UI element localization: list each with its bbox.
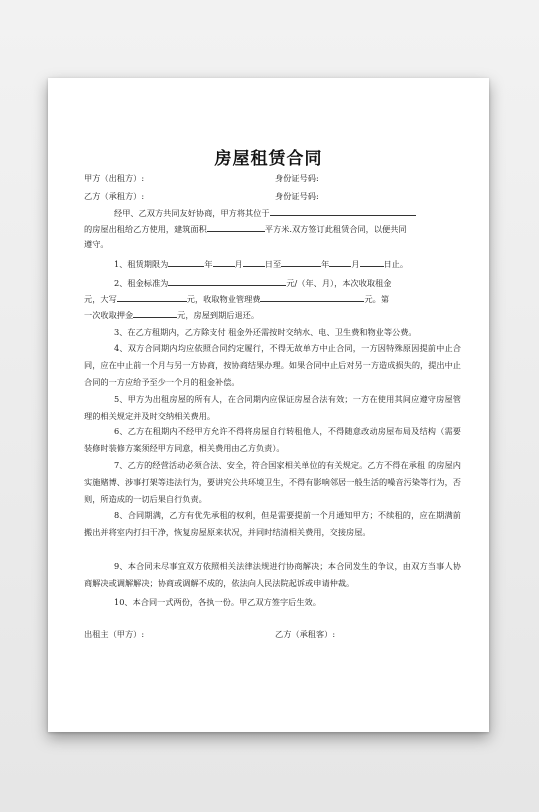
signature-party-b: 乙方（承租客）:: [275, 629, 336, 639]
clause-8: 8、合同期满，乙方有优先承租的权利，但是需要提前一个月通知甲方；不续租的，应在期满前搬出并将室内打扫干净，恢复房屋原来状况，并同时结清相关费用，交接房屋。: [84, 510, 461, 537]
clause-2-text-g: 元，房屋到期后退还。: [177, 310, 260, 320]
clause-2-line-3: [84, 310, 259, 319]
clause-7: 7、乙方的经营活动必须合法、安全，符合国家相关单位的有关规定。乙方不得在承租 的房屋内实施赌博、涉事打架等违法行为，要讲究公共环境卫生，不得有影响邻居一般生活的噪音污染等行为，否则，所造成的一切后果自行负责。: [84, 460, 461, 504]
party-b-label: 乙方（承租方）:: [84, 191, 145, 201]
intro-text-2a: 的房屋出租给乙方使用，建筑面积: [84, 224, 207, 234]
clause-3: 3、在乙方租期内，乙方除支付 租金外还需按时交纳水、电、卫生费和物业等公费。: [114, 327, 417, 337]
month-label: 月: [351, 259, 360, 269]
clause-4: 4、双方合同期内均应依照合同约定履行，不得无故单方中止合同，一方因特殊原因提前中止合同，应在中止前一个月与另一方协商，按协商结果办理。如果合同中止后对另一方造成损失的，提出中止合同的一方应给予至少一个月的租金补偿。: [84, 343, 461, 387]
contract-page: [48, 78, 489, 732]
clause-2-text-e: 元。第: [364, 294, 390, 304]
amount-words-blank: [117, 294, 187, 302]
party-a-label: 甲方（出租方）:: [84, 173, 145, 183]
clause-2-text: 2、租金标准为: [114, 278, 169, 288]
start-day-blank: [243, 259, 265, 267]
clause-1-text: 1、租赁期限为: [114, 259, 169, 269]
clause-2-text-c: 元，大写: [84, 294, 117, 304]
clause-2-line-1: [114, 278, 391, 287]
signature-party-a: 出租主（甲方）:: [84, 629, 145, 639]
end-day-blank: [360, 259, 384, 267]
clause-2-line-2: [84, 294, 389, 303]
party-b-id-label: 身份证号码:: [275, 191, 319, 201]
intro-line-2: [84, 224, 407, 233]
clause-2-text-f: 一次收取押金: [84, 310, 134, 320]
year-label: 年: [204, 259, 213, 269]
end-year-blank: [281, 259, 321, 267]
deposit-blank: [133, 310, 177, 318]
clause-5: 5、甲方为出租房屋的所有人，在合同期内应保证房屋合法有效；一方在使用其间应遵守房屋管理的相关规定并及时交纳相关费用。: [84, 394, 461, 421]
clause-10: 10、本合同一式两份，各执一份。甲乙双方签字后生效。: [114, 597, 321, 607]
clause-2-text-b: 元/（年、月），本次收取租金: [286, 278, 392, 288]
month-label: 月: [234, 259, 243, 269]
clause-9: 9、本合同未尽事宜双方依照相关法律法规进行协商解决；本合同发生的争议，由双方当事人协商解决或调解解决；协商或调解不成的，依法向人民法院起诉或申请仲裁。: [84, 561, 461, 588]
clause-2-text-d: 元，收取物业管理费: [186, 294, 261, 304]
end-month-blank: [329, 259, 351, 267]
start-month-blank: [213, 259, 235, 267]
day-label: 日止。: [383, 259, 409, 269]
rent-blank: [168, 278, 286, 286]
document-title: 房屋租赁合同: [214, 149, 323, 169]
year-label: 年: [321, 259, 330, 269]
property-fee-blank: [260, 294, 364, 302]
intro-line-1: [114, 208, 416, 217]
day-label: 日至: [264, 259, 282, 269]
address-blank: [270, 208, 416, 216]
start-year-blank: [168, 259, 204, 267]
party-a-id-label: 身份证号码:: [275, 173, 319, 183]
intro-text-1: 经甲、乙双方共同友好协商，甲方将其位于: [114, 208, 270, 218]
clause-1: [114, 259, 408, 268]
intro-line-3: 遵守。: [84, 239, 109, 249]
intro-text-2b: 平方米.双方签订此租赁合同，以便共同: [264, 224, 407, 234]
area-blank: [207, 224, 265, 232]
clause-6: 6、乙方在租期内不经甲方允许不得将房屋自行转租他人，不得随意改动房屋布局及结构（需要装修时装修方案须经甲方同意，相关费用由乙方负责）。: [84, 426, 461, 453]
